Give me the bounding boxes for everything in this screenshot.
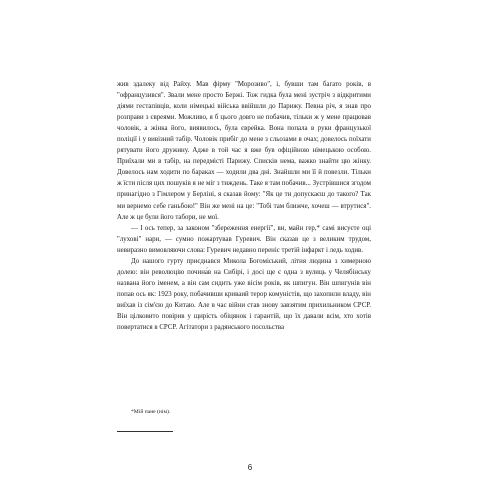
paragraph-3: До нашого гурту приєднався Микола Богоміський, літня людина з химерною долею: він революцію почина́в на Сибірі, і досі ще є одна з вулиць у Челябінську названа його іменем, а він сам сидить уже вісім років, як шпигун. Він шпигунів він попав ось як: 1923 року, побачивши криваий терор комуністів, що захопили владу, він виїхав із сім'єю до Китаю. Але в час війни став знову завзятим прихильником СРСР. Він цілковито повірив у щирість обіцянок і гарантій, що їх давали всім, хто хотів повертатися в СРСР. Агітатори з радянського посольства xyxy=(117,257,371,332)
page-number: 6 xyxy=(247,463,253,472)
paragraph-1: жив здалеку від Райху. Мав фірму "Морозиво", і, бувши там багато років, в "офранцузився". Звали мене просто Бержі. Тож гидка була мені зустріч з відкритими діями гестапівців, коли німецькі війська ввійшли до Парижу. Певна річ, я знав про розправи з євреями. Можливо, я б цього довго не побачив, тільки ж у мене працював чоловік, а жінка його, виявилось, була єврейка. Вона попала в руки французької поліції і у вивізний табір. Чоловік прибіг до мене з сльозами в очах; довелось поїхати рятувати його дружину. Адже в той час я вже був офіційною німецькою особою. Приїхали ми в табір, на передмісті Парижу. Списків нема, важко знайти цю жінку. Довелось нам ходити по бараках — ходили два дні. Знайшли ми її й повезли. Тільки ж їсти після цих пошуків я не міг з тиждень. Таке я там побачив... Зустрівшися згодом принагідно з Гімлером у Берліні, я сказав йому: "Як це ти допускаєш до такого? Так ми вернемо себе ганьбою!" Він же мені на це: "Тобі там ближче, хочеш — втрутися". Але ж це були його табори, не мої. xyxy=(117,81,371,221)
main-text xyxy=(117,79,371,333)
footnote: *Мій пане (нім). xyxy=(131,409,171,415)
footnote-divider xyxy=(117,431,173,432)
paragraph-2: — І ось тепер, за законом "збереження енергії", ви, майн гер,* самі висуєте оці "лухові" нари, — сумно пожартував Гуревич. Він сказав це з великим трудом, невиразно вимовляючи слова: Гуревич недавно переніс третій інфаркт і ледь ходив. xyxy=(117,224,371,254)
